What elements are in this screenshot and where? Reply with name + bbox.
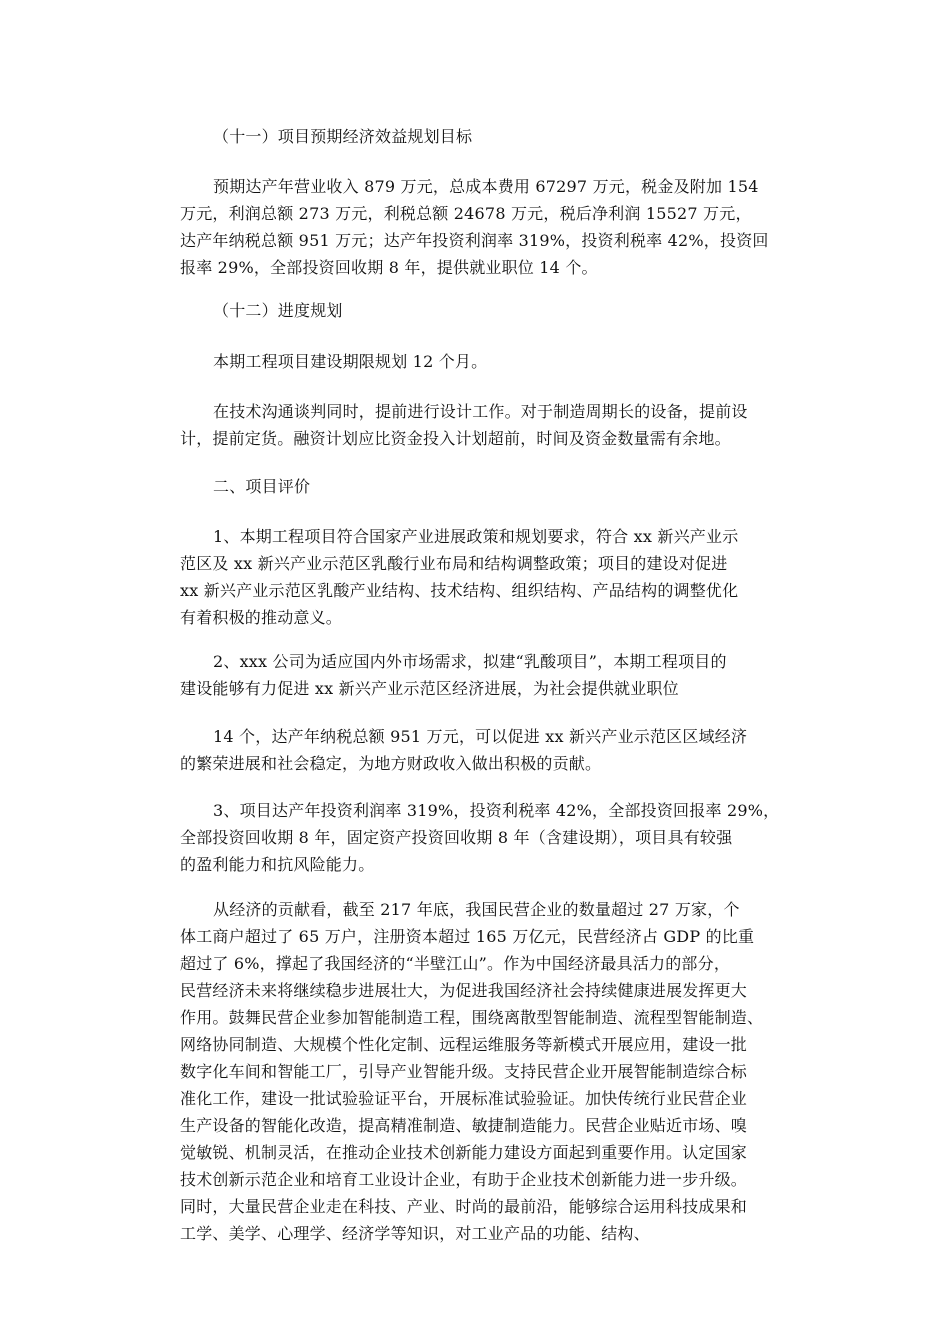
text-line: 报率 29%，全部投资回收期 8 年，提供就业职位 14 个。 [180, 258, 598, 277]
text-line: 的繁荣进展和社会稳定，为地方财政收入做出积极的贡献。 [180, 754, 602, 773]
text-line: 本期工程项目建设期限规划 12 个月。 [213, 352, 488, 371]
text-line: 觉敏锐、机制灵活，在推动企业技术创新能力建设方面起到重要作用。认定国家 [180, 1143, 748, 1162]
text-line: 万元，利润总额 273 万元，利税总额 24678 万元，税后净利润 15527 万元， [180, 204, 752, 223]
paragraph-evaluation-2-continued [180, 723, 780, 777]
text-line: 有着积极的推动意义。 [180, 608, 343, 627]
text-line: 网络协同制造、大规模个性化定制、远程运维服务等新模式开展应用，建设一批 [180, 1035, 748, 1054]
text-line: 体工商户超过了 65 万户，注册资本超过 165 万亿元，民营经济占 GDP 的比重 [180, 927, 755, 946]
text-line: （十一）项目预期经济效益规划目标 [213, 127, 473, 146]
heading-schedule-plan [180, 297, 780, 324]
text-line: 超过了 6%，撑起了我国经济的“半壁江山”。作为中国经济最具活力的部分， [180, 954, 731, 973]
text-line: 达产年纳税总额 951 万元；达产年投资利润率 319%，投资利税率 42%，投资回 [180, 231, 769, 250]
text-line: 的盈利能力和抗风险能力。 [180, 855, 375, 874]
text-line: 作用。鼓舞民营企业参加智能制造工程，围绕离散型智能制造、流程型智能制造、 [180, 1008, 764, 1027]
text-line: 全部投资回收期 8 年，固定资产投资回收期 8 年（含建设期），项目具有较强 [180, 828, 733, 847]
text-line: 生产设备的智能化改造，提高精准制造、敏捷制造能力。民营企业贴近市场、嗅 [180, 1116, 748, 1135]
paragraph-evaluation-3 [180, 797, 780, 878]
text-line: 同时，大量民营企业走在科技、产业、时尚的最前沿，能够综合运用科技成果和 [180, 1197, 748, 1216]
text-line: 14 个，达产年纳税总额 951 万元，可以促进 xx 新兴产业示范区区域经济 [213, 727, 748, 746]
text-line: （十二）进度规划 [213, 301, 343, 320]
text-line: 在技术沟通谈判同时，提前进行设计工作。对于制造周期长的设备，提前设 [213, 402, 748, 421]
text-line: 计，提前定货。融资计划应比资金投入计划超前，时间及资金数量需有余地。 [180, 429, 731, 448]
text-line: 准化工作，建设一批试验验证平台，开展标准试验验证。加快传统行业民营企业 [180, 1089, 748, 1108]
paragraph-private-economy [180, 896, 780, 1247]
text-line: 建设能够有力促进 xx 新兴产业示范区经济进展，为社会提供就业职位 [180, 679, 679, 698]
heading-economic-targets [180, 123, 780, 150]
text-line: 二、项目评价 [213, 477, 311, 496]
text-line: 从经济的贡献看，截至 217 年底，我国民营企业的数量超过 27 万家，个 [213, 900, 740, 919]
text-line: 数字化车间和智能工厂，引导产业智能升级。支持民营企业开展智能制造综合标 [180, 1062, 748, 1081]
text-line: 1、本期工程项目符合国家产业进展政策和规划要求，符合 xx 新兴产业示 [213, 527, 739, 546]
paragraph-design-financing [180, 398, 780, 452]
paragraph-evaluation-2 [180, 648, 780, 702]
paragraph-evaluation-1 [180, 523, 780, 631]
text-line: 3、项目达产年投资利润率 319%，投资利税率 42%，全部投资回报率 29%， [213, 801, 780, 820]
text-line: xx 新兴产业示范区乳酸产业结构、技术结构、组织结构、产品结构的调整优化 [180, 581, 739, 600]
text-line: 工学、美学、心理学、经济学等知识，对工业产品的功能、结构、 [180, 1224, 650, 1243]
heading-project-evaluation [180, 473, 780, 500]
paragraph-economic-forecast [180, 173, 780, 281]
text-line: 技术创新示范企业和培育工业设计企业，有助于企业技术创新能力进一步升级。 [180, 1170, 748, 1189]
text-line: 2、xxx 公司为适应国内外市场需求，拟建“乳酸项目”，本期工程项目的 [213, 652, 727, 671]
text-line: 民营经济未来将继续稳步进展壮大，为促进我国经济社会持续健康进展发挥更大 [180, 981, 748, 1000]
text-line: 范区及 xx 新兴产业示范区乳酸行业布局和结构调整政策；项目的建设对促进 [180, 554, 728, 573]
text-line: 预期达产年营业收入 879 万元，总成本费用 67297 万元，税金及附加 154 [213, 177, 759, 196]
paragraph-construction-period [180, 348, 780, 375]
